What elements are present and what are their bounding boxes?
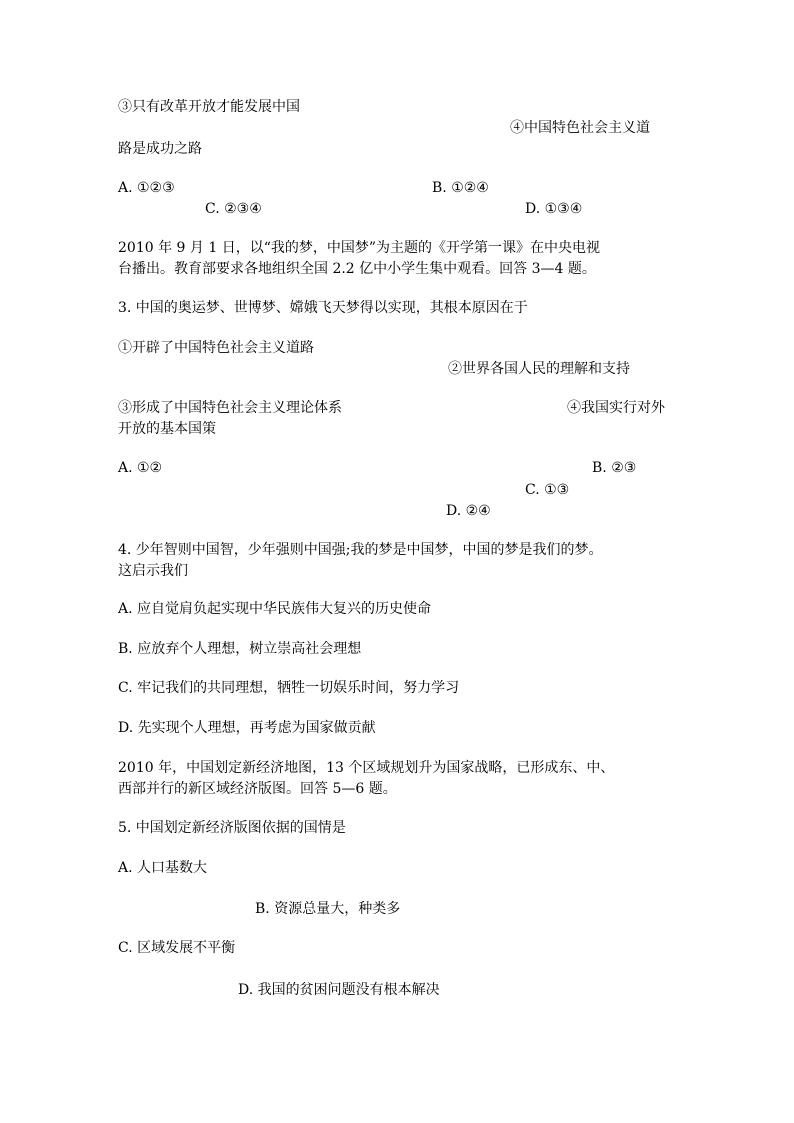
q3-option-1: ①开辟了中国特色社会主义道路 [118,340,314,356]
q3-stem: 3. 中国的奥运梦、世博梦、嫦娥飞天梦得以实现，其根本原因在于 [118,300,528,316]
q3-answer-d: D. ②④ [446,503,491,519]
q4-answer-d: D. 先实现个人理想，再考虑为国家做贡献 [118,720,376,736]
intro-3-4-line2: 台播出。教育部要求各地组织全国 2.2 亿中小学生集中观看。回答 3—4 题。 [118,261,596,277]
q2-answer-c: C. ②③④ [205,201,262,217]
q4-answer-c: C. 牢记我们的共同理想，牺牲一切娱乐时间，努力学习 [118,680,460,696]
q3-option-3: ③形成了中国特色社会主义理论体系 [118,400,342,416]
q3-option-4-line2: 开放的基本国策 [118,421,216,437]
q5-answer-d: D. 我国的贫困问题没有根本解决 [238,982,440,998]
q3-answer-a: A. ①② [118,460,163,476]
q2-answer-a: A. ①②③ [118,180,175,196]
q2-option-4-line2: 路是成功之路 [118,141,202,157]
q3-answer-b: B. ②③ [592,460,637,476]
q3-option-2: ②世界各国人民的理解和支持 [448,361,630,377]
q5-answer-a: A. 人口基数大 [118,860,208,876]
q2-option-4-line1: ④中国特色社会主义道 [510,120,650,136]
q4-stem-line2: 这启示我们 [118,563,188,579]
q4-answer-b: B. 应放弃个人理想，树立崇高社会理想 [118,641,362,657]
intro-3-4-line1: 2010 年 9 月 1 日，以“我的梦，中国梦”为主题的《开学第一课》在中央电视 [118,240,601,256]
q3-answer-c: C. ①③ [525,482,570,498]
intro-5-6-line2: 西部并行的新区域经济版图。回答 5—6 题。 [118,781,397,797]
q4-answer-a: A. 应自觉肩负起实现中华民族伟大复兴的历史使命 [118,601,432,617]
q2-option-3: ③只有改革开放才能发展中国 [118,99,300,115]
intro-5-6-line1: 2010 年，中国划定新经济地图，13 个区域规划升为国家战略，已形成东、中、 [118,760,615,776]
q4-stem-line1: 4. 少年智则中国智，少年强则中国强;我的梦是中国梦，中国的梦是我们的梦。 [118,542,603,558]
q2-answer-b: B. ①②④ [432,180,489,196]
q5-stem: 5. 中国划定新经济版图依据的国情是 [118,820,346,836]
q2-answer-d: D. ①③④ [525,201,583,217]
q5-answer-c: C. 区域发展不平衡 [118,940,236,956]
q5-answer-b: B. 资源总量大，种类多 [255,901,401,917]
q3-option-4-line1: ④我国实行对外 [567,400,665,416]
